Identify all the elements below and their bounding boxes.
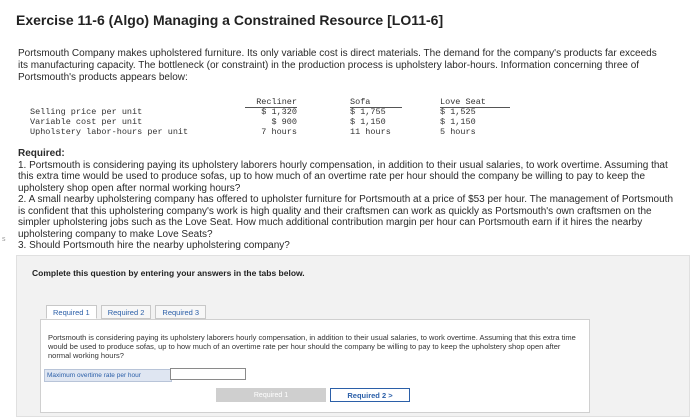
header-love-seat: Love Seat [440, 97, 510, 108]
row-label: Variable cost per unit [30, 117, 143, 127]
tab-required-1[interactable]: Required 1 [46, 305, 97, 319]
required-heading: Required: [18, 148, 65, 159]
page-title: Exercise 11-6 (Algo) Managing a Constrained Resource [LO11-6] [16, 12, 444, 28]
table-cell: $ 900 [271, 117, 297, 127]
overtime-rate-input[interactable] [170, 368, 246, 380]
table-cell: 7 hours [261, 127, 297, 137]
tab-required-2[interactable]: Required 2 [101, 305, 152, 319]
prev-required-button[interactable]: Required 1 [216, 388, 326, 402]
tab-required-3[interactable]: Required 3 [155, 305, 206, 319]
table-header-row [30, 97, 530, 107]
required-item-1: 1. Portsmouth is considering paying its upholstery laborers hourly compensation, in addition to their usual salaries, to work overtime. Assuming that this extra time would be used to produce sofas, up to how much of an overtime rate per hour should the company be willing to pay to keep the upholstery shop open after normal working hours? [18, 159, 668, 194]
header-sofa: Sofa [350, 97, 402, 108]
required-item-2: 2. A small nearby upholstering company has offered to upholster furniture for Portsmouth at a price of $53 per hour. The management of Portsmouth is confident that this upholstering company's work is high quality and their craftsmen can work as quickly as Portsmouth's own craftsmen on the simpler upholstering jobs such as the Love Seat. How much additional contribution margin per hour can Portsmouth earn if it hires the nearby upholstering company to make Love Seats? [18, 194, 674, 240]
product-data-table [30, 97, 530, 137]
row-label: Upholstery labor-hours per unit [30, 127, 189, 137]
table-row [30, 117, 530, 127]
edge-mark: s [2, 236, 6, 243]
overtime-rate-label: Maximum overtime rate per hour [44, 369, 172, 382]
next-required-button[interactable]: Required 2 > [330, 388, 410, 402]
required-item-3: 3. Should Portsmouth hire the nearby upholstering company? [18, 240, 290, 251]
instruction-text: Complete this question by entering your answers in the tabs below. [32, 268, 305, 278]
table-cell: $ 1,150 [440, 117, 476, 127]
question-text: Portsmouth is considering paying its upholstery laborers hourly compensation, in addition to their usual salaries, to work overtime. Assuming that this extra time would be used to produce sofas, up to how much of an overtime rate per hour should the company be willing to pay to keep the upholstery shop open after normal working hours? [48, 333, 576, 360]
intro-paragraph: Portsmouth Company makes upholstered furniture. Its only variable cost is direct materials. The demand for the company's products far exceeds its manufacturing capacity. The bottleneck (or constraint) in the production process is upholstery labor-hours. Information concerning three of Portsmouth's products appears below: [18, 48, 657, 83]
table-cell: $ 1,525 [440, 107, 476, 117]
table-cell: $ 1,320 [261, 107, 297, 117]
row-label: Selling price per unit [30, 107, 143, 117]
table-row [30, 107, 530, 117]
required-tabs [46, 305, 206, 319]
table-row [30, 127, 530, 137]
required-section [18, 148, 678, 252]
header-recliner: Recliner [245, 97, 297, 108]
table-cell: 5 hours [440, 127, 476, 137]
table-cell: $ 1,150 [350, 117, 386, 127]
table-cell: 11 hours [350, 127, 391, 137]
table-cell: $ 1,755 [350, 107, 386, 117]
